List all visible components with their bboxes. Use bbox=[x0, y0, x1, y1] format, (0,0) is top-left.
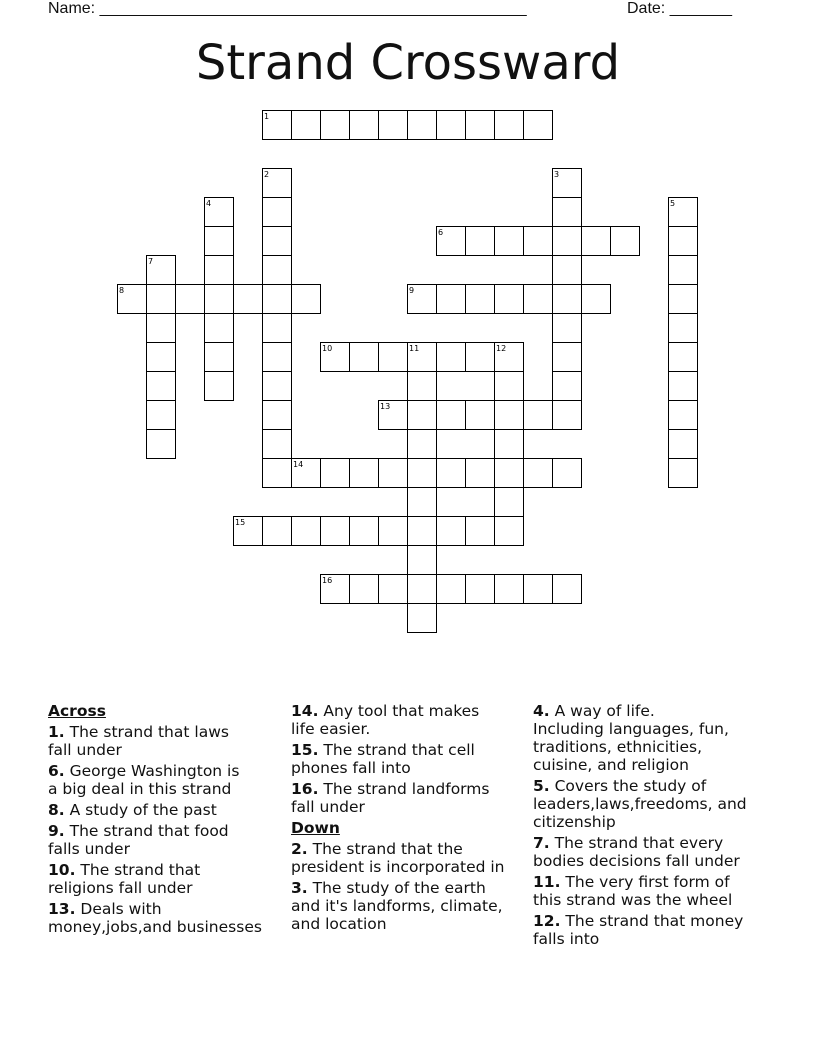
grid-cell[interactable] bbox=[524, 401, 553, 430]
grid-cell[interactable] bbox=[553, 314, 582, 343]
clue-number: 15. bbox=[291, 741, 319, 759]
grid-cell[interactable] bbox=[669, 227, 698, 256]
grid-cell[interactable] bbox=[553, 459, 582, 488]
clues-column-2 bbox=[291, 702, 527, 936]
clue-text: A study of the past bbox=[64, 801, 217, 819]
clue-number: 14. bbox=[291, 702, 319, 720]
clue-number: 3. bbox=[291, 879, 308, 897]
grid-cell[interactable] bbox=[495, 488, 524, 517]
grid-cell[interactable] bbox=[669, 256, 698, 285]
grid-cell[interactable] bbox=[495, 459, 524, 488]
grid-cell[interactable] bbox=[466, 111, 495, 140]
clue-item bbox=[48, 822, 284, 858]
clue-item bbox=[48, 723, 284, 759]
cell-number: 11 bbox=[409, 344, 420, 353]
grid-cell[interactable] bbox=[205, 285, 234, 314]
clue-item bbox=[533, 834, 773, 870]
grid-cell[interactable] bbox=[466, 401, 495, 430]
grid-cell[interactable] bbox=[408, 372, 437, 401]
clue-text: George Washington is a big deal in this strand bbox=[48, 762, 240, 798]
grid-cell[interactable] bbox=[669, 314, 698, 343]
grid-cell[interactable] bbox=[408, 430, 437, 459]
grid-cell[interactable] bbox=[466, 227, 495, 256]
grid-cell[interactable] bbox=[147, 430, 176, 459]
grid-cell[interactable] bbox=[553, 343, 582, 372]
grid-cell[interactable] bbox=[176, 285, 205, 314]
grid-cell[interactable] bbox=[263, 372, 292, 401]
grid-cell[interactable] bbox=[553, 575, 582, 604]
grid-cell[interactable] bbox=[437, 343, 466, 372]
clue-item bbox=[291, 780, 527, 816]
grid-cell[interactable] bbox=[582, 285, 611, 314]
clue-number: 6. bbox=[48, 762, 65, 780]
clue-number: 1. bbox=[48, 723, 65, 741]
grid-cell[interactable] bbox=[205, 227, 234, 256]
grid-cell[interactable] bbox=[350, 517, 379, 546]
clue-text: The very first form of this strand was the wheel bbox=[533, 873, 733, 909]
grid-cell[interactable] bbox=[437, 459, 466, 488]
clue-number: 11. bbox=[533, 873, 561, 891]
grid-cell[interactable] bbox=[263, 314, 292, 343]
grid-cell[interactable] bbox=[408, 459, 437, 488]
cell-number: 15 bbox=[235, 518, 246, 527]
grid-cell[interactable] bbox=[466, 575, 495, 604]
grid-cell[interactable] bbox=[408, 111, 437, 140]
cell-number: 1 bbox=[264, 112, 270, 121]
grid-cell[interactable] bbox=[669, 401, 698, 430]
cell-number: 9 bbox=[409, 286, 415, 295]
grid-cell[interactable] bbox=[524, 459, 553, 488]
clue-text: The strand that the president is incorporated in bbox=[291, 840, 505, 876]
grid-cell[interactable] bbox=[553, 372, 582, 401]
grid-cell[interactable] bbox=[350, 459, 379, 488]
grid-cell[interactable] bbox=[408, 575, 437, 604]
cell-number: 12 bbox=[496, 344, 507, 353]
grid-cell[interactable] bbox=[321, 111, 350, 140]
grid-cell[interactable] bbox=[669, 459, 698, 488]
clue-text: The strand that food falls under bbox=[48, 822, 229, 858]
grid-cell[interactable] bbox=[205, 256, 234, 285]
grid-cell[interactable] bbox=[350, 343, 379, 372]
grid-cell[interactable] bbox=[205, 343, 234, 372]
grid-cell[interactable] bbox=[466, 459, 495, 488]
grid-cell[interactable] bbox=[379, 111, 408, 140]
grid-cell[interactable] bbox=[321, 517, 350, 546]
grid-cell[interactable] bbox=[524, 111, 553, 140]
clue-item bbox=[48, 801, 284, 819]
clue-number: 10. bbox=[48, 861, 76, 879]
cell-number: 14 bbox=[293, 460, 304, 469]
clue-text: Covers the study of leaders,laws,freedoms, and citizenship bbox=[533, 777, 747, 831]
grid-cell[interactable] bbox=[379, 517, 408, 546]
grid-cell[interactable] bbox=[466, 285, 495, 314]
clues-column-1 bbox=[48, 702, 284, 939]
clue-item bbox=[291, 840, 527, 876]
clue-item bbox=[291, 702, 527, 738]
grid-cell[interactable] bbox=[292, 517, 321, 546]
date-field[interactable]: Date: _______ bbox=[627, 0, 732, 17]
grid-cell[interactable] bbox=[263, 256, 292, 285]
grid-cell[interactable] bbox=[466, 517, 495, 546]
grid-cell[interactable] bbox=[553, 401, 582, 430]
clue-number: 7. bbox=[533, 834, 550, 852]
clue-item bbox=[533, 777, 773, 831]
grid-cell[interactable] bbox=[205, 314, 234, 343]
cell-number: 5 bbox=[670, 199, 676, 208]
grid-cell[interactable] bbox=[234, 285, 263, 314]
clue-number: 5. bbox=[533, 777, 550, 795]
clue-item bbox=[48, 900, 284, 936]
grid-cell[interactable] bbox=[524, 575, 553, 604]
cell-number: 3 bbox=[554, 170, 560, 179]
cell-number: 4 bbox=[206, 199, 212, 208]
grid-cell[interactable] bbox=[495, 111, 524, 140]
grid-cell[interactable] bbox=[669, 372, 698, 401]
grid-cell[interactable] bbox=[408, 604, 437, 633]
grid-cell[interactable] bbox=[437, 575, 466, 604]
down-heading: Down bbox=[291, 819, 340, 837]
clue-text: Any tool that makes life easier. bbox=[291, 702, 480, 738]
clue-number: 13. bbox=[48, 900, 76, 918]
clue-number: 9. bbox=[48, 822, 65, 840]
grid-cell[interactable] bbox=[495, 517, 524, 546]
clue-item bbox=[48, 861, 284, 897]
grid-cell[interactable] bbox=[495, 401, 524, 430]
grid-cell[interactable] bbox=[495, 575, 524, 604]
clue-text: The study of the earth and it's landforms, climate, and location bbox=[291, 879, 503, 933]
cell-number: 16 bbox=[322, 576, 333, 585]
grid-cell[interactable] bbox=[524, 227, 553, 256]
grid-cell[interactable] bbox=[553, 198, 582, 227]
grid-cell[interactable] bbox=[495, 372, 524, 401]
grid-cell[interactable] bbox=[524, 285, 553, 314]
grid-cell[interactable] bbox=[263, 227, 292, 256]
clue-text: Deals with money,jobs,and businesses bbox=[48, 900, 262, 936]
grid-cell[interactable] bbox=[466, 343, 495, 372]
grid-cell[interactable] bbox=[263, 430, 292, 459]
cell-number: 6 bbox=[438, 228, 444, 237]
cell-number: 10 bbox=[322, 344, 333, 353]
puzzle-title: Strand Crossward bbox=[195, 35, 621, 91]
grid-cell[interactable] bbox=[553, 227, 582, 256]
grid-cell[interactable] bbox=[437, 401, 466, 430]
clue-text: The strand that cell phones fall into bbox=[291, 741, 475, 777]
grid-cell[interactable] bbox=[437, 111, 466, 140]
name-field[interactable]: Name: ________________________________________________ bbox=[48, 0, 527, 17]
clue-number: 2. bbox=[291, 840, 308, 858]
grid-cell[interactable] bbox=[495, 430, 524, 459]
grid-cell[interactable] bbox=[350, 575, 379, 604]
grid-cell[interactable] bbox=[611, 227, 640, 256]
cell-number: 8 bbox=[119, 286, 125, 295]
grid-cell[interactable] bbox=[147, 372, 176, 401]
grid-cell[interactable] bbox=[147, 314, 176, 343]
grid-cell[interactable] bbox=[147, 285, 176, 314]
grid-cell[interactable] bbox=[553, 256, 582, 285]
clue-number: 4. bbox=[533, 702, 550, 720]
clue-item bbox=[533, 873, 773, 909]
grid-cell[interactable] bbox=[408, 517, 437, 546]
grid-cell[interactable] bbox=[147, 343, 176, 372]
across-heading: Across bbox=[48, 702, 106, 720]
grid-cell[interactable] bbox=[582, 227, 611, 256]
grid-cell[interactable] bbox=[379, 459, 408, 488]
grid-cell[interactable] bbox=[263, 343, 292, 372]
grid-cell[interactable] bbox=[350, 111, 379, 140]
grid-cell[interactable] bbox=[263, 198, 292, 227]
clue-text: The strand that every bodies decisions fall under bbox=[533, 834, 740, 870]
clue-item bbox=[533, 912, 773, 948]
clue-text: The strand that religions fall under bbox=[48, 861, 201, 897]
grid-cell[interactable] bbox=[669, 343, 698, 372]
grid-cell[interactable] bbox=[205, 372, 234, 401]
grid-cell[interactable] bbox=[495, 285, 524, 314]
clue-item bbox=[291, 741, 527, 777]
grid-cell[interactable] bbox=[321, 459, 350, 488]
grid-cell[interactable] bbox=[408, 546, 437, 575]
grid-cell[interactable] bbox=[495, 227, 524, 256]
clue-item bbox=[291, 879, 527, 933]
grid-cell[interactable] bbox=[437, 517, 466, 546]
grid-cell[interactable] bbox=[263, 517, 292, 546]
clue-text: A way of life. Including languages, fun, traditions, ethnicities, cuisine, and religion bbox=[533, 702, 729, 774]
grid-cell[interactable] bbox=[147, 401, 176, 430]
grid-cell[interactable] bbox=[263, 459, 292, 488]
grid-cell[interactable] bbox=[263, 285, 292, 314]
grid-cell[interactable] bbox=[669, 430, 698, 459]
grid-cell[interactable] bbox=[263, 401, 292, 430]
grid-cell[interactable] bbox=[437, 285, 466, 314]
clue-text: The strand that laws fall under bbox=[48, 723, 229, 759]
grid-cell[interactable] bbox=[553, 285, 582, 314]
cell-number: 2 bbox=[264, 170, 270, 179]
cell-number: 7 bbox=[148, 257, 154, 266]
clue-text: The strand landforms fall under bbox=[291, 780, 490, 816]
clue-number: 16. bbox=[291, 780, 319, 798]
grid-cell[interactable] bbox=[669, 285, 698, 314]
cell-number: 13 bbox=[380, 402, 391, 411]
grid-cell[interactable] bbox=[408, 488, 437, 517]
grid-cell[interactable] bbox=[292, 111, 321, 140]
clue-text: The strand that money falls into bbox=[533, 912, 744, 948]
clue-number: 8. bbox=[48, 801, 65, 819]
clue-number: 12. bbox=[533, 912, 561, 930]
grid-cell[interactable] bbox=[379, 575, 408, 604]
clue-item bbox=[48, 762, 284, 798]
grid-cell[interactable] bbox=[292, 285, 321, 314]
grid-cell[interactable] bbox=[408, 401, 437, 430]
clue-item bbox=[533, 702, 773, 774]
grid-cell[interactable] bbox=[379, 343, 408, 372]
clues-column-3 bbox=[533, 702, 773, 951]
